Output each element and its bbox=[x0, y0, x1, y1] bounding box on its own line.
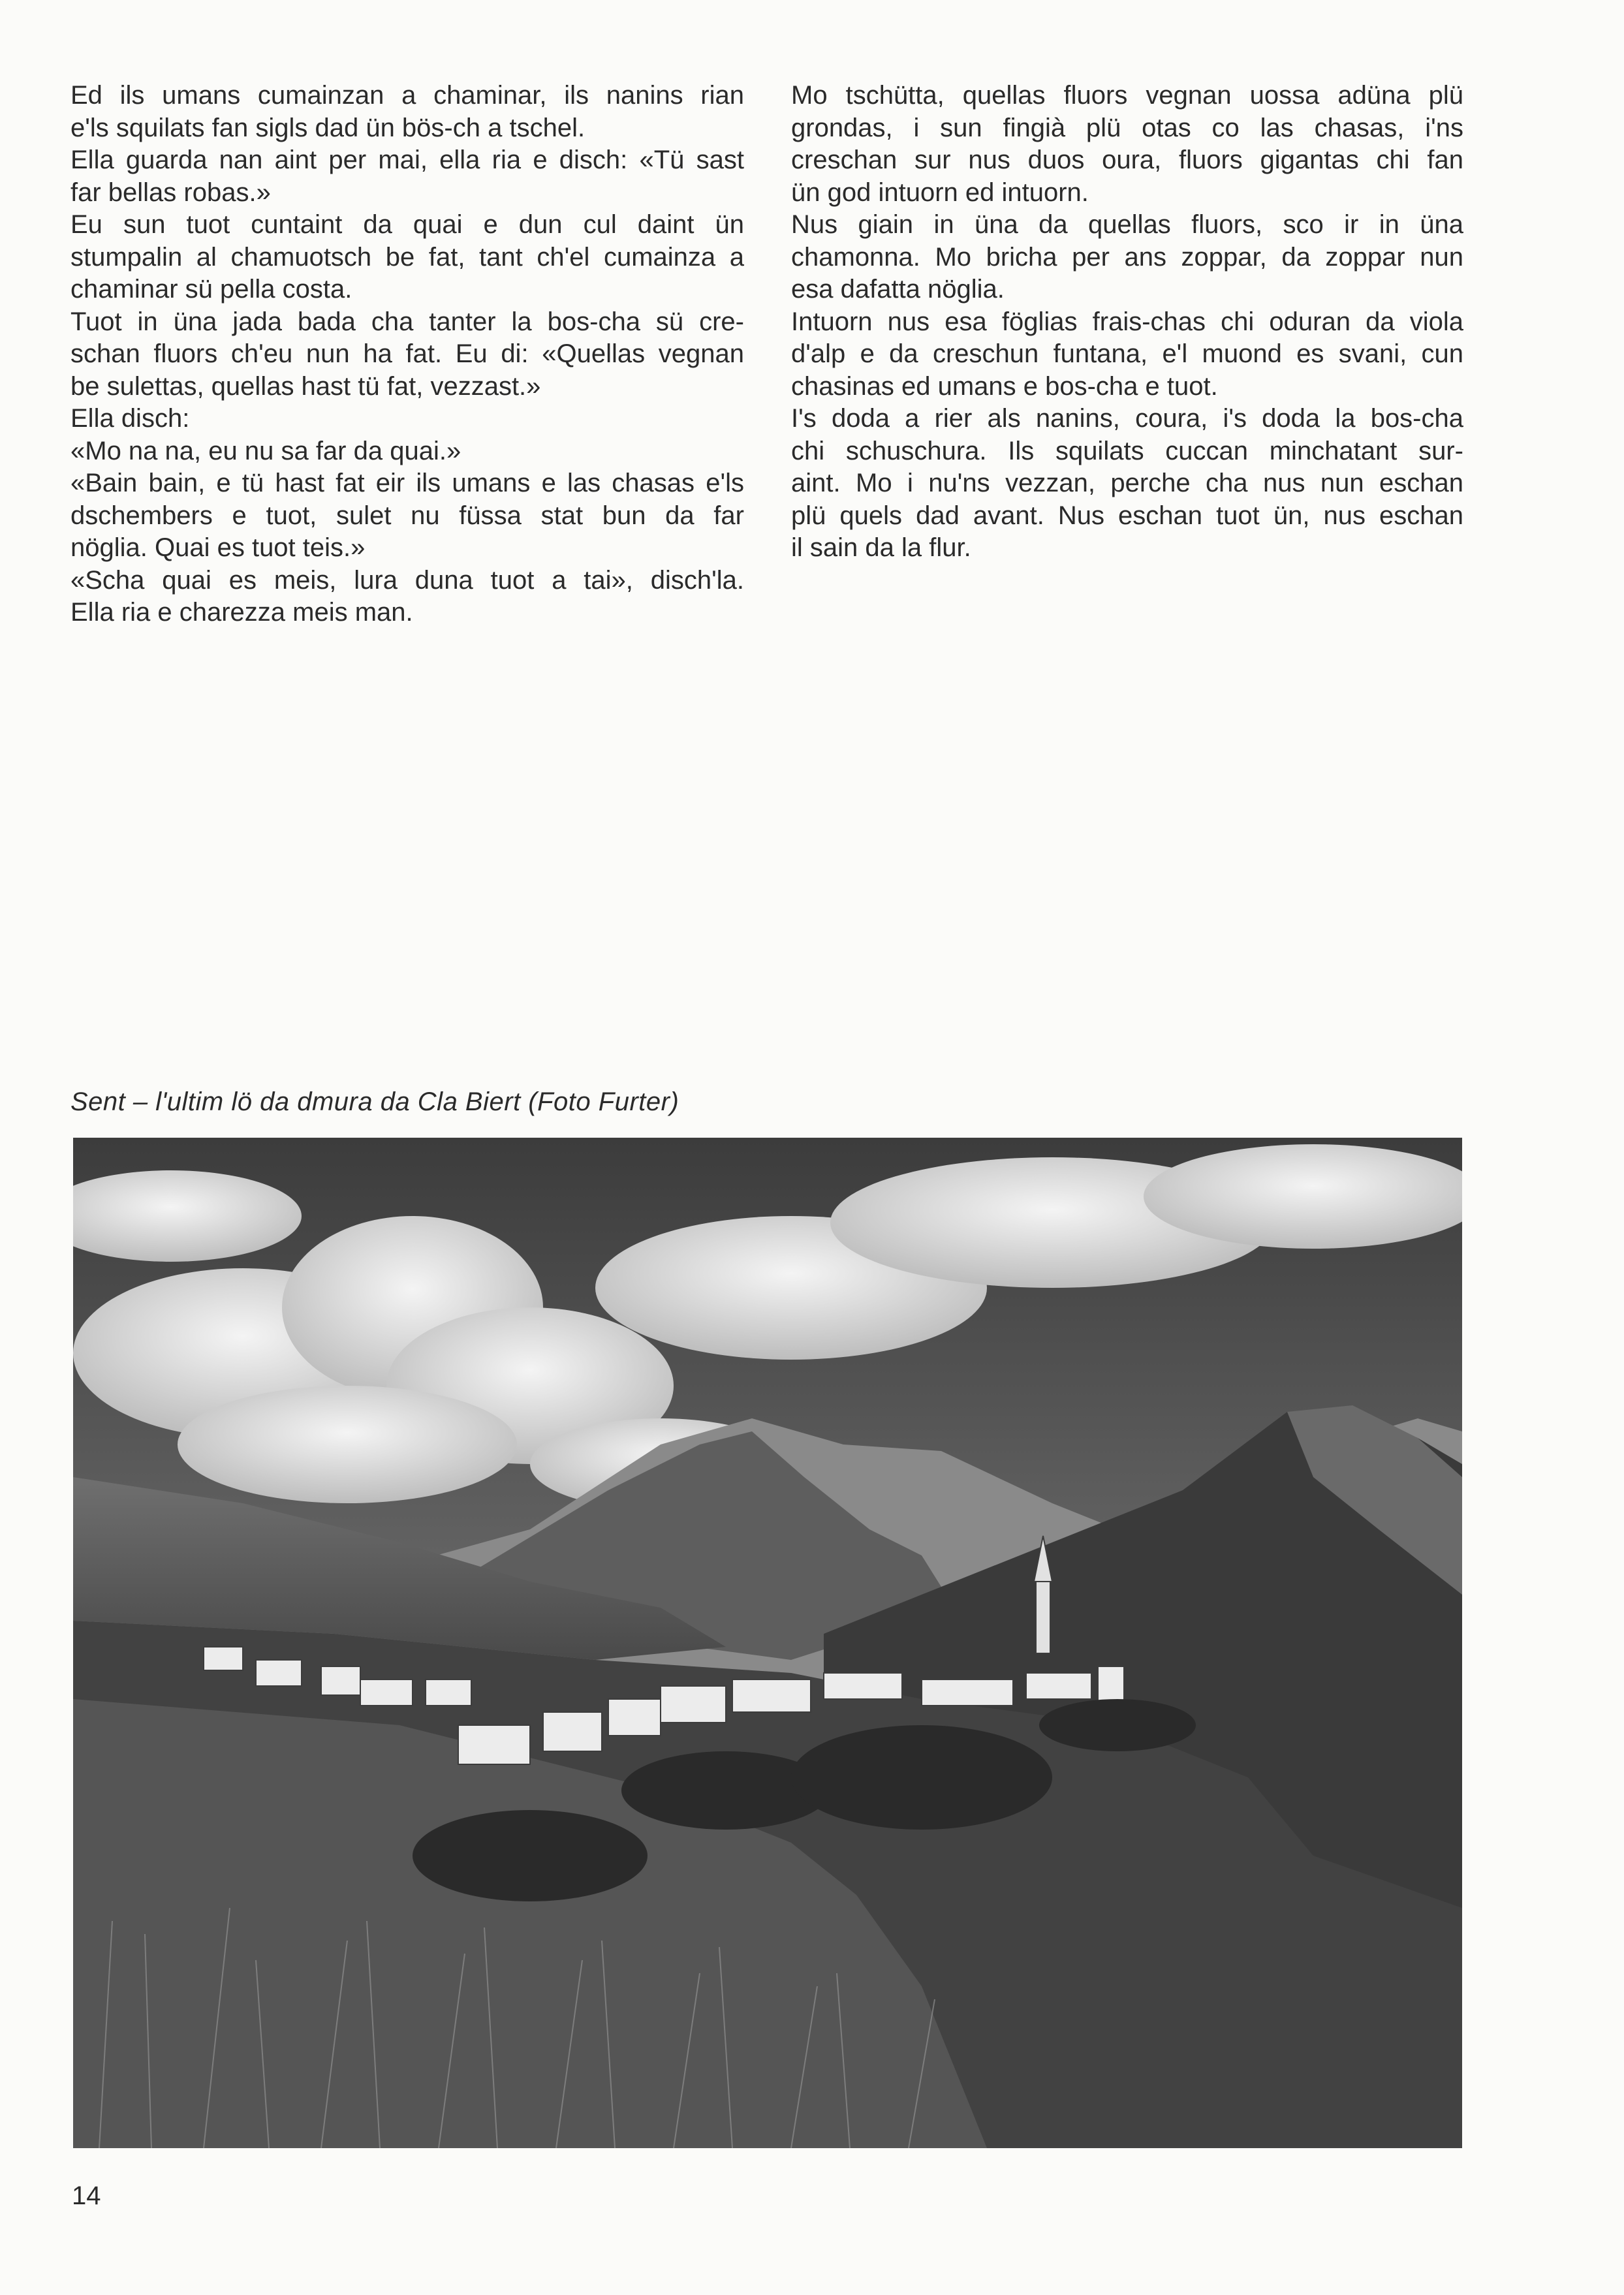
text-line: stumpalin al chamuotsch be fat, tant ch'el cumainza a bbox=[70, 242, 744, 272]
text-line: dschembers e tuot, sulet nu füssa stat bun da far bbox=[70, 501, 744, 530]
village-photo bbox=[73, 1138, 1462, 2148]
text-line: «Mo na na, eu nu sa far da quai.» bbox=[70, 436, 461, 465]
text-line: esa dafatta nöglia. bbox=[791, 275, 1005, 304]
text-line: Mo tschütta, quellas fluors vegnan uossa adüna plü bbox=[791, 81, 1463, 110]
text-line: chi schuschura. Ils squilats cuccan minchatant sur- bbox=[791, 436, 1463, 465]
text-line: creschan sur nus duos oura, fluors gigantas chi fan bbox=[791, 146, 1463, 174]
text-line: be sulettas, quellas hast tü fat, vezzast.» bbox=[70, 371, 541, 401]
text-line: «Scha quai es meis, lura duna tuot a tai», disch'la. bbox=[70, 565, 744, 595]
text-line: Intuorn nus esa föglias frais-chas chi oduran da viola bbox=[791, 307, 1463, 336]
text-line: «Bain bain, e tü hast fat eir ils umans e las chasas e'ls bbox=[70, 469, 744, 497]
text-line: Nus giain in üna da quellas fluors, sco ir in üna bbox=[791, 210, 1463, 239]
text-line: Ella guarda nan aint per mai, ella ria e disch: «Tü sast bbox=[70, 146, 744, 174]
text-line: grondas, i sun fingià plü otas co las chasas, i'ns bbox=[791, 113, 1463, 142]
text-line: far bellas robas.» bbox=[70, 178, 271, 207]
left-text-column bbox=[70, 80, 744, 629]
text-line: Tuot in üna jada bada cha tanter la bos-cha sü cre- bbox=[70, 307, 744, 336]
text-line: d'alp e da creschun funtana, e'l muond es svani, cun bbox=[791, 339, 1463, 368]
text-line: aint. Mo i nu'ns vezzan, perche cha nus nun eschan bbox=[791, 469, 1463, 497]
text-line: I's doda a rier als nanins, coura, i's doda la bos-cha bbox=[791, 404, 1463, 433]
text-line: Ed ils umans cumainzan a chaminar, ils nanins rian bbox=[70, 81, 744, 110]
text-line: ün god intuorn ed intuorn. bbox=[791, 178, 1089, 207]
text-line: schan fluors ch'eu nun ha fat. Eu di: «Quellas vegnan bbox=[70, 339, 744, 368]
text-line: chasinas ed umans e bos-cha e tuot. bbox=[791, 371, 1218, 401]
text-line: plü quels dad avant. Nus eschan tuot ün, nus eschan bbox=[791, 501, 1463, 530]
right-text-column bbox=[791, 80, 1463, 565]
text-line: nöglia. Quai es tuot teis.» bbox=[70, 533, 366, 562]
text-line: Ella disch: bbox=[70, 404, 190, 433]
text-line: e'ls squilats fan sigls dad ün bös-ch a tschel. bbox=[70, 113, 586, 142]
text-line: chamonna. Mo bricha per ans zoppar, da zoppar nun bbox=[791, 242, 1463, 272]
text-line: Ella ria e charezza meis man. bbox=[70, 598, 413, 627]
page-number: 14 bbox=[72, 2181, 101, 2210]
text-line: chaminar sü pella costa. bbox=[70, 275, 352, 304]
text-line: Eu sun tuot cuntaint da quai e dun cul daint ün bbox=[70, 210, 744, 239]
text-line: il sain da la flur. bbox=[791, 533, 971, 562]
photo-caption: Sent – l'ultim lö da dmura da Cla Biert (Foto Furter) bbox=[70, 1087, 679, 1116]
